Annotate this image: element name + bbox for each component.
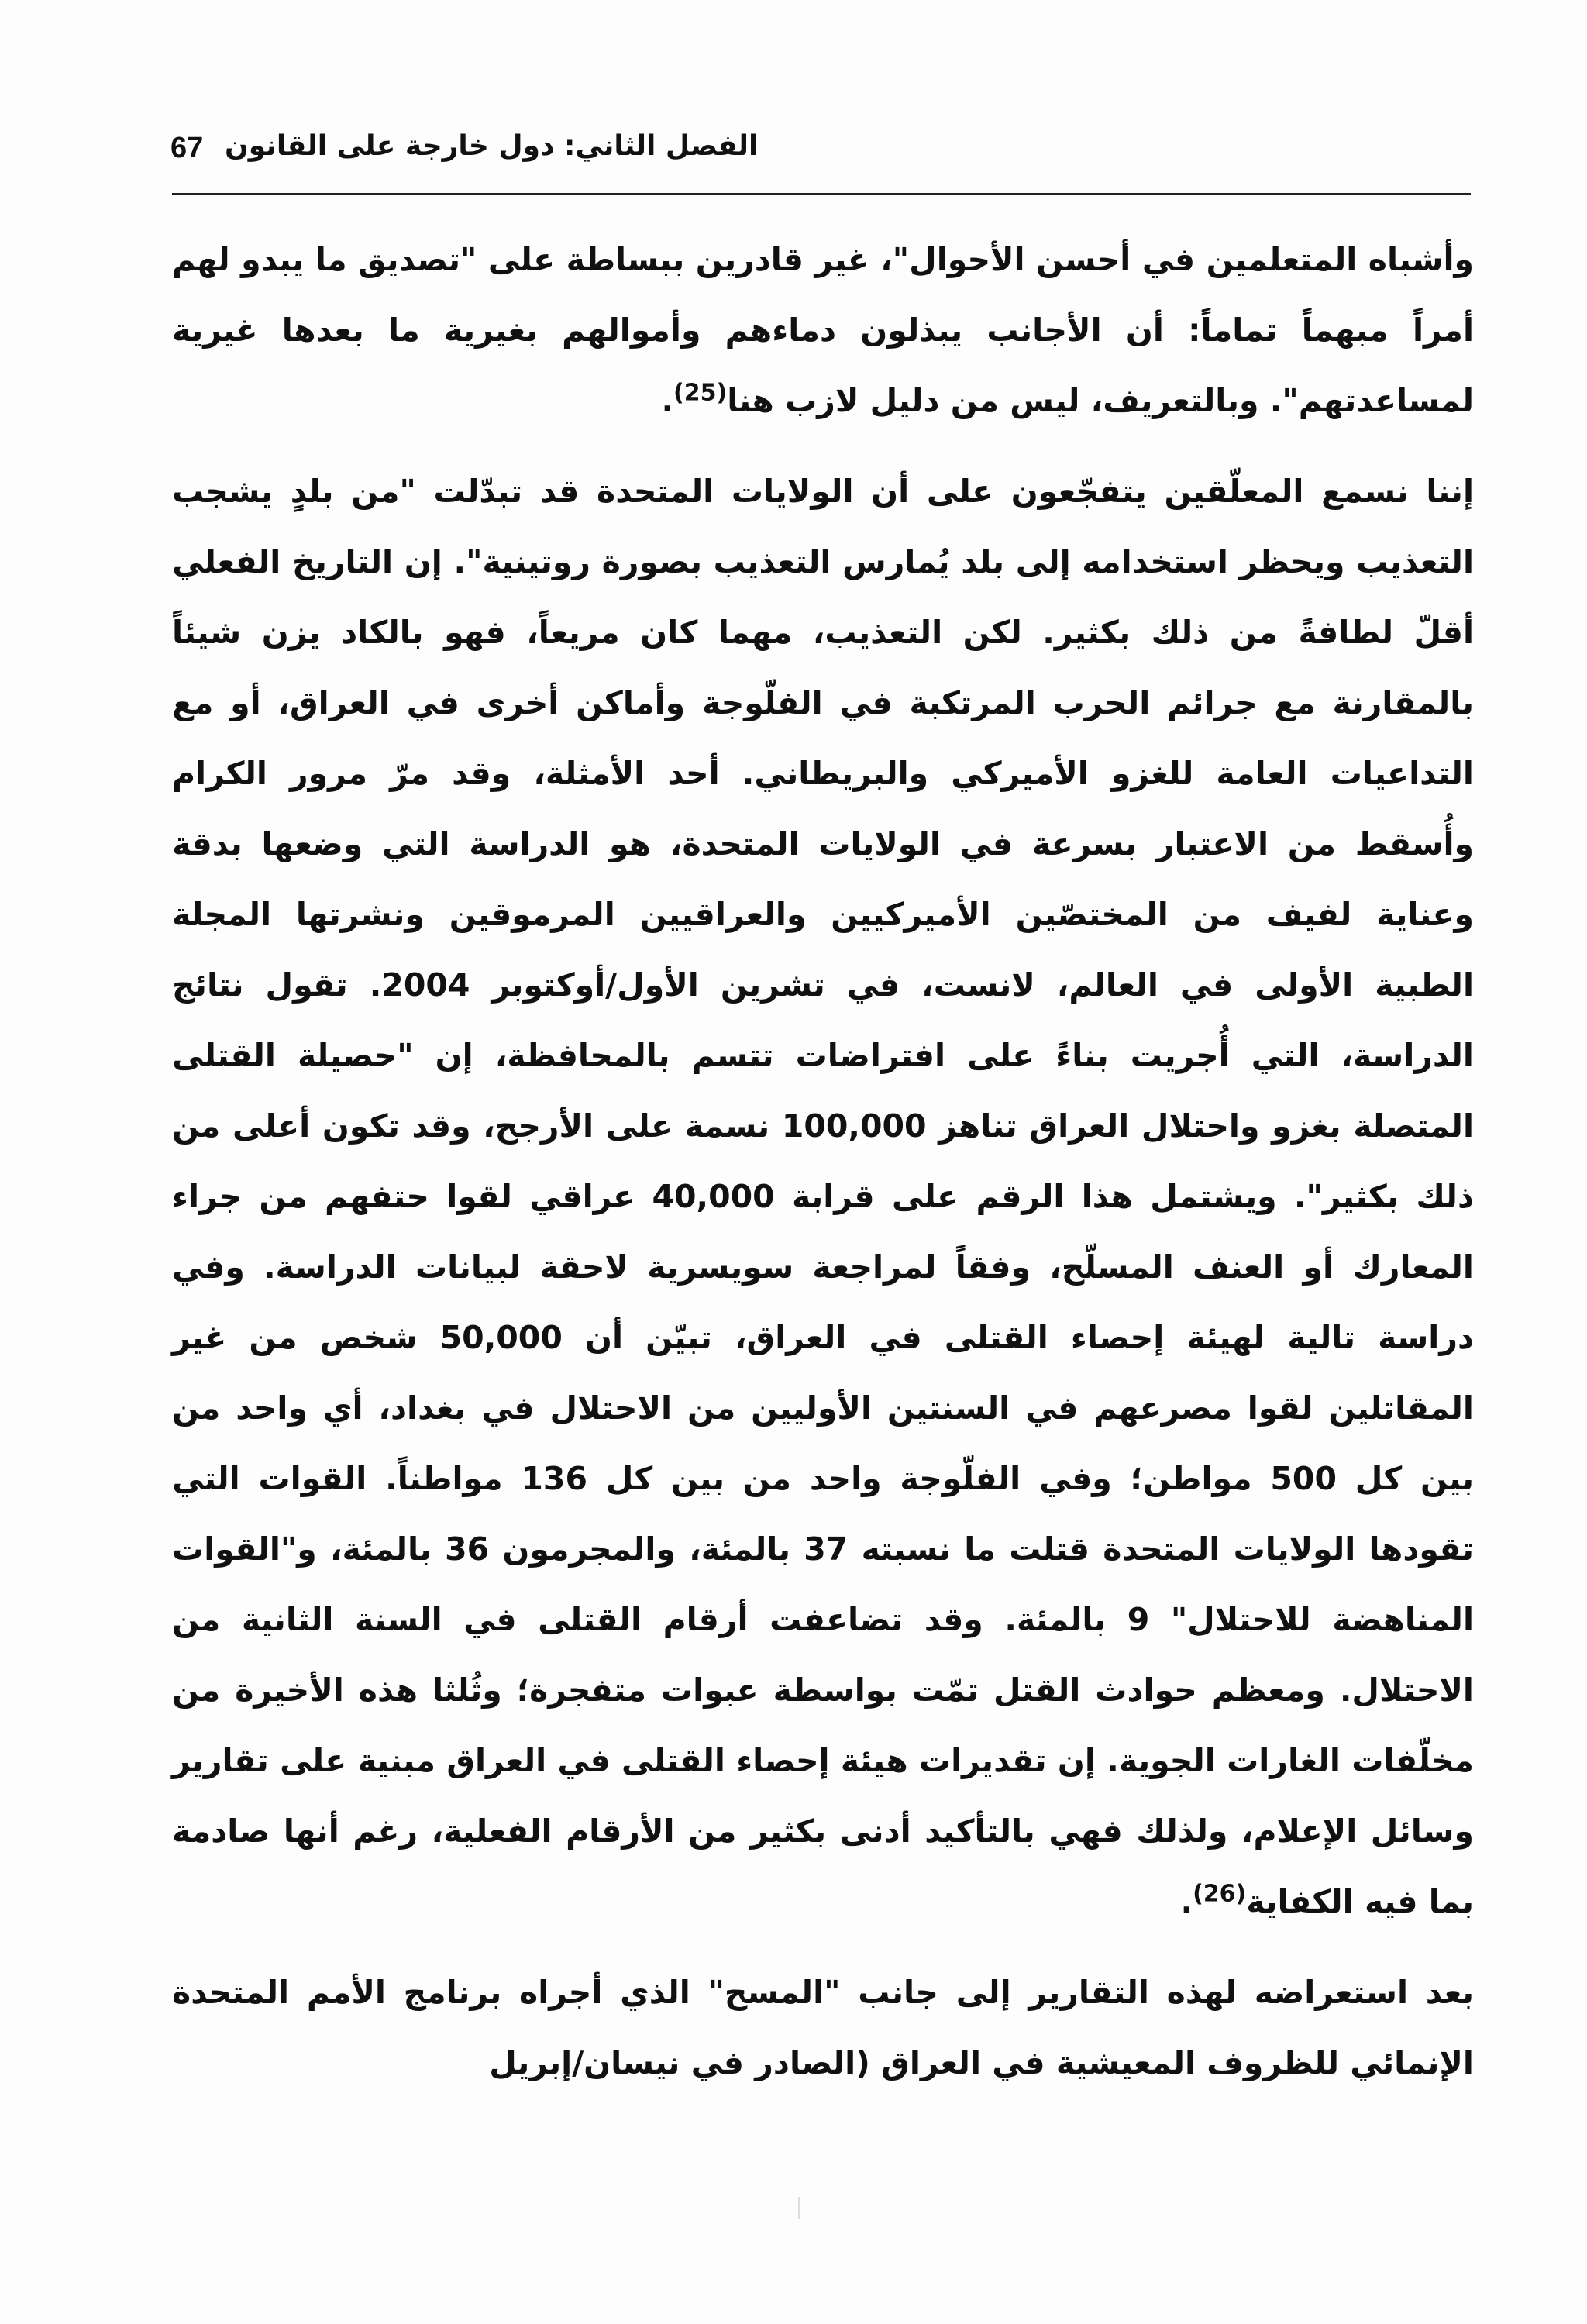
sentence-end: . [661, 382, 674, 419]
paragraph-text: إننا نسمع المعلّقين يتفجّعون على أن الولايات المتحدة قد تبدّلت "من بلدٍ يشجب التعذيب ويحظر استخدامه إلى بلد يُمارس التعذيب بصورة روتينية". إن التاريخ الفعلي أقلّ لطافةً من ذلك بكثير. لكن التعذيب، مهما كان مريعاً، فهو بالكاد يزن شيئاً بالمقارنة مع جرائم الحرب المرتكبة في الفلّوجة وأماكن أخرى في العراق، أو مع التداعيات العامة للغزو الأميركي والبريطاني. أحد الأمثلة، وقد مرّ مرور الكرام وأُسقط من الاعتبار بسرعة في الولايات المتحدة، هو الدراسة التي وضعها بدقة وعناية لفيف من المختصّين الأميركيين والعراقيين المرموقين ونشرتها المجلة الطبية الأولى في العالم، لانست، في تشرين الأول/أوكتوبر 2004. تقول نتائج الدراسة، التي أُجريت بناءً على افتراضات تتسم بالمحافظة، إن "حصيلة القتلى المتصلة بغزو واحتلال العراق تناهز 100,000 نسمة على الأرجح، وقد تكون أعلى من ذلك بكثير". ويشتمل هذا الرقم على قرابة 40,000 عراقي لقوا حتفهم من جراء المعارك أو العنف المسلّح، وفقاً لمراجعة سويسرية لاحقة لبيانات الدراسة. وفي دراسة تالية لهيئة إحصاء القتلى في العراق، تبيّن أن 50,000 شخص من غير المقاتلين لقوا مصرعهم في السنتين الأوليين من الاحتلال في بغداد، أي واحد من بين كل 500 مواطن؛ وفي الفلّوجة واحد من بين كل 136 مواطناً. القوات التي تقودها الولايات المتحدة قتلت ما نسبته 37 بالمئة، والمجرمون 36 بالمئة، و"القوات المناهضة للاحتلال" 9 بالمئة. وقد تضاعفت أرقام القتلى في السنة الثانية من الاحتلال. ومعظم حوادث القتل تمّت بواسطة عبوات متفجرة؛ وثُلثا هذه الأخيرة من مخلّفات الغارات الجوية. إن تقديرات هيئة إحصاء القتلى في العراق مبنية على تقارير وسائل الإعلام، ولذلك فهي بالتأكيد أدنى بكثير من الأرقام الفعلية، رغم أنها صادمة بما فيه الكفاية [172, 473, 1475, 1920]
header-rule [172, 193, 1471, 195]
paragraph-1 [172, 225, 1474, 436]
paragraph-3 [172, 1957, 1474, 2098]
footnote-ref-26[interactable]: (26) [1193, 1880, 1247, 1908]
footnote-ref-25[interactable]: (25) [673, 379, 728, 407]
running-header [170, 130, 1472, 177]
scan-mark [798, 2197, 800, 2219]
sentence-end: . [1180, 1883, 1193, 1920]
paragraph-text: بعد استعراضه لهذه التقارير إلى جانب "المسح" الذي أجراه برنامج الأمم المتحدة الإنمائي للظروف المعيشية في العراق (الصادر في نيسان/إبريل [172, 1974, 1474, 2081]
paragraph-2 [172, 456, 1474, 1937]
body-text [172, 225, 1474, 2098]
paragraph-text: وأشباه المتعلمين في أحسن الأحوال"، غير قادرين ببساطة على "تصديق ما يبدو لهم أمراً مبهماً تماماً: أن الأجانب يبذلون دماءهم وأموالهم بغيرية ما بعدها غيرية لمساعدتهم". وبالتعريف، ليس من دليل لازب هنا [172, 241, 1474, 419]
chapter-running-title: الفصل الثاني: دول خارجة على القانون [225, 130, 759, 162]
page-number: 67 [170, 132, 204, 164]
